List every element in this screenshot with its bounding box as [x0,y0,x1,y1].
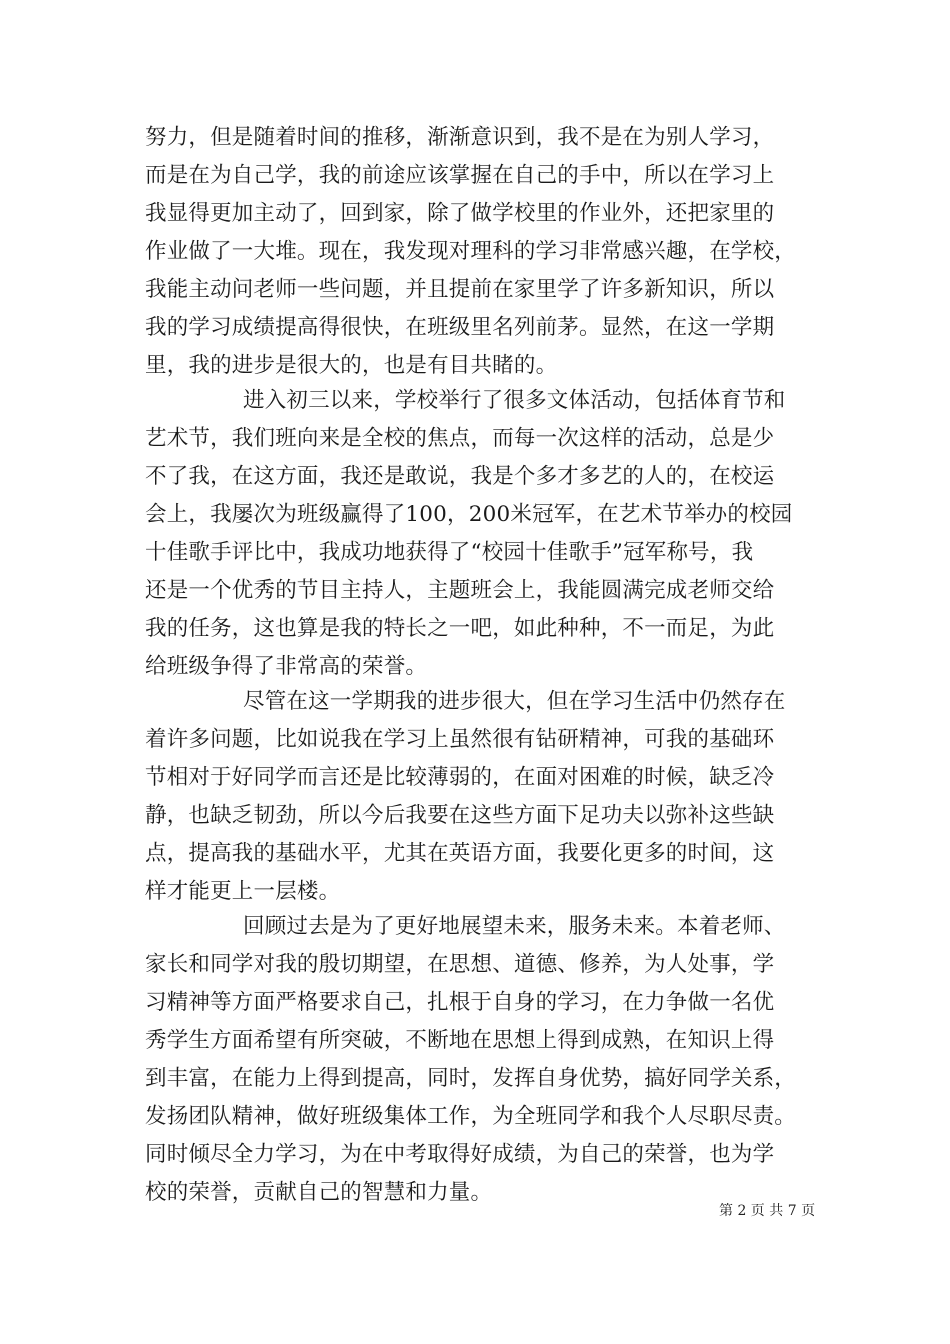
text-line: 节相对于好同学而言还是比较薄弱的，在面对困难的时候，缺乏冷 [145,765,775,790]
text-line: 校的荣誉，贡献自己的智慧和力量。 [145,1180,493,1205]
text-line: 静，也缺乏韧劲，所以今后我要在这些方面下足功夫以弥补这些缺 [145,803,775,828]
text-line: 努力，但是随着时间的推移，渐渐意识到，我不是在为别人学习， [145,125,775,150]
text-line: 会上，我屡次为班级赢得了100，200米冠军，在艺术节举办的校园 [145,502,793,527]
text-line: 秀学生方面希望有所突破，不断地在思想上得到成熟，在知识上得 [145,1028,775,1053]
text-line: 还是一个优秀的节目主持人，主题班会上，我能圆满完成老师交给 [145,578,775,603]
text-line: 作业做了一大堆。现在，我发现对理科的学习非常感兴趣，在学校， [145,239,797,264]
paragraph-first-line: 进入初三以来，学校举行了很多文体活动，包括体育节和 [243,388,786,413]
text-line: 样才能更上一层楼。 [145,879,341,904]
text-line: 里，我的进步是很大的，也是有目共睹的。 [145,353,558,378]
text-line: 我的学习成绩提高得很快，在班级里名列前茅。显然，在这一学期 [145,315,775,340]
text-line: 着许多问题，比如说我在学习上虽然很有钻研精神，可我的基础环 [145,727,775,752]
text-line: 我能主动问老师一些问题，并且提前在家里学了许多新知识，所以 [145,277,775,302]
text-line: 不了我，在这方面，我还是敢说，我是个多才多艺的人的，在校运 [145,464,775,489]
text-line: 家长和同学对我的殷切期望，在思想、道德、修养，为人处事，学 [145,952,775,977]
text-line: 我显得更加主动了，回到家，除了做学校里的作业外，还把家里的 [145,201,775,226]
text-line: 艺术节，我们班向来是全校的焦点，而每一次这样的活动，总是少 [145,426,775,451]
text-line: 点，提高我的基础水平，尤其在英语方面，我要化更多的时间，这 [145,841,775,866]
text-line: 给班级争得了非常高的荣誉。 [145,654,428,679]
text-line: 而是在为自己学，我的前途应该掌握在自己的手中，所以在学习上 [145,163,775,188]
text-line: 发扬团队精神，做好班级集体工作，为全班同学和我个人尽职尽责。 [145,1104,797,1129]
text-line: 到丰富，在能力上得到提高，同时，发挥自身优势，搞好同学关系， [145,1066,797,1091]
text-line: 习精神等方面严格要求自己，扎根于自身的学习，在力争做一名优 [145,990,775,1015]
paragraph-first-line: 尽管在这一学期我的进步很大，但在学习生活中仍然存在 [243,689,786,714]
page-number: 第 2 页 共 7 页 [719,1203,816,1219]
text-line: 我的任务，这也算是我的特长之一吧，如此种种，不一而足，为此 [145,616,775,641]
text-line: 十佳歌手评比中，我成功地获得了“校园十佳歌手”冠军称号，我 [145,540,754,565]
paragraph-first-line: 回顾过去是为了更好地展望未来，服务未来。本着老师、 [243,914,786,939]
text-line: 同时倾尽全力学习，为在中考取得好成绩，为自己的荣誉，也为学 [145,1142,775,1167]
